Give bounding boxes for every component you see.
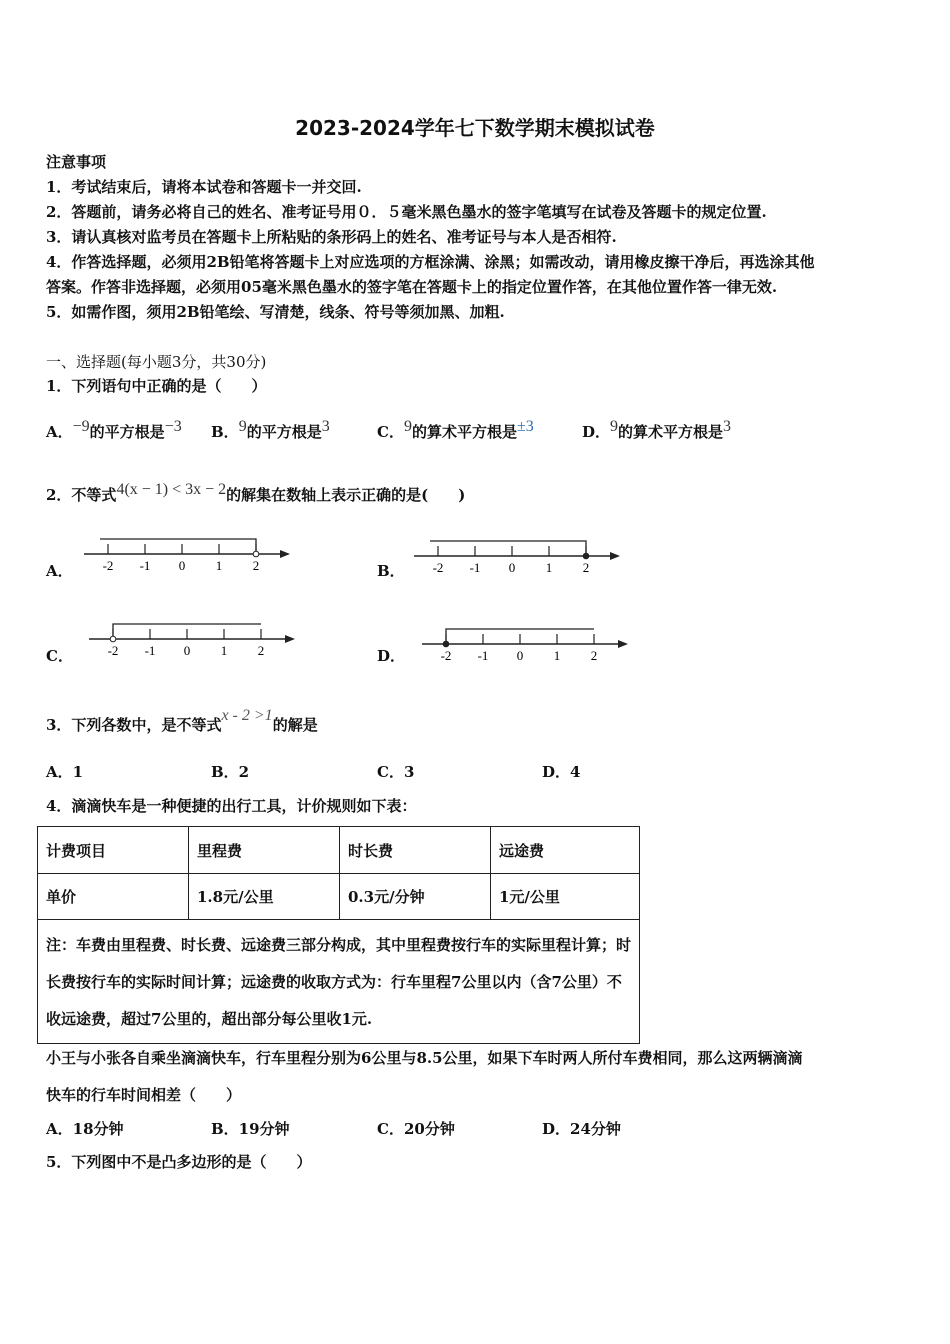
note-item: 1．考试结束后，请将本试卷和答题卡一并交回.	[46, 178, 362, 196]
table-note: 注：车费由里程费、时长费、远途费三部分构成，其中里程费按行车的实际里程计算；时长费按行车的实际时间计算；远途费的收取方式为：行车里程7公里以内（含7公里）不收远途费，超过7公里的，超出部分每公里收1元.	[38, 920, 640, 1044]
tick-label: 2	[257, 643, 265, 658]
tick-label: -1	[477, 648, 489, 663]
tick-label: 1	[545, 560, 553, 575]
q1-option-d: D．9的算术平方根是3	[582, 418, 732, 441]
table-cell: 0.3元/分钟	[340, 874, 491, 920]
q1-option-a: A．−9的平方根是−3	[46, 418, 182, 441]
q4-option-c: C．20分钟	[377, 1120, 455, 1138]
tick-label: -2	[102, 558, 114, 573]
tick-label: -1	[469, 560, 481, 575]
note-item: 5．如需作图，须用2B铅笔绘、写清楚，线条、符号等须加黑、加粗.	[46, 303, 505, 321]
tick-label: 0	[508, 560, 516, 575]
table-cell: 单价	[38, 874, 189, 920]
axis-arrow	[280, 550, 290, 558]
axis-arrow	[618, 640, 628, 648]
q3-option-c: C．3	[377, 763, 415, 781]
tick-label: 1	[220, 643, 228, 658]
tick-label: 1	[553, 648, 561, 663]
tick-label: -2	[440, 648, 452, 663]
page-title: 2023-2024学年七下数学期末模拟试卷	[295, 116, 655, 140]
q5-stem: 5．下列图中不是凸多边形的是（ ）	[46, 1153, 312, 1171]
q2-option-c-label: C．	[46, 647, 73, 665]
q4-stem: 4．滴滴快车是一种便捷的出行工具，计价规则如下表：	[46, 797, 417, 815]
q4-option-b: B．19分钟	[211, 1120, 290, 1138]
solution-bracket	[430, 541, 586, 556]
axis-arrow	[610, 552, 620, 560]
tick-label: -1	[144, 643, 156, 658]
tick-label: 1	[215, 558, 223, 573]
q4-paragraph: 小王与小张各自乘坐滴滴快车，行车里程分别为6公里与8.5公里，如果下车时两人所付车费相同，那么这两辆滴滴	[46, 1049, 803, 1067]
tick-label: -2	[107, 643, 119, 658]
table-header: 里程费	[189, 827, 340, 874]
axis-arrow	[285, 635, 295, 643]
q1-stem: 1．下列语句中正确的是（ ）	[46, 377, 267, 395]
q2-stem: 2．不等式4(x − 1) < 3x − 2的解集在数轴上表示正确的是( )	[46, 481, 466, 504]
q1-option-c: C．9的算术平方根是±3	[377, 418, 534, 441]
notes-heading: 注意事项	[46, 153, 107, 171]
q2-option-a-label: A．	[46, 562, 73, 580]
q2-option-b-label: B．	[377, 562, 405, 580]
tick-label: 0	[183, 643, 191, 658]
open-endpoint	[253, 551, 259, 557]
q3-stem: 3．下列各数中，是不等式x - 2 >1的解是	[46, 707, 318, 734]
tick-label: -1	[139, 558, 151, 573]
number-line-d	[418, 618, 638, 668]
table-header: 远途费	[491, 827, 640, 874]
note-item: 3．请认真核对监考员在答题卡上所粘贴的条形码上的姓名、准考证号与本人是否相符.	[46, 228, 617, 246]
solution-bracket	[100, 539, 256, 554]
closed-endpoint	[443, 641, 449, 647]
number-line-b	[410, 530, 630, 580]
table-cell: 1.8元/公里	[189, 874, 340, 920]
tick-label: 2	[582, 560, 590, 575]
q1-option-b: B．9的平方根是3	[211, 418, 330, 441]
open-endpoint	[110, 636, 116, 642]
table-cell: 1元/公里	[491, 874, 640, 920]
note-item: 答案。作答非选择题，必须用05毫米黑色墨水的签字笔在答题卡上的指定位置作答，在其他位置作答一律无效.	[46, 278, 778, 296]
q4-option-d: D．24分钟	[542, 1120, 621, 1138]
note-item: 2．答题前，请务必将自己的姓名、准考证号用０．５毫米黑色墨水的签字笔填写在试卷及答题卡的规定位置.	[46, 203, 767, 221]
tick-label: 0	[516, 648, 524, 663]
q3-option-a: A．1	[46, 763, 84, 781]
closed-endpoint	[583, 553, 589, 559]
number-line-a	[80, 528, 300, 578]
q4-option-a: A．18分钟	[46, 1120, 124, 1138]
tick-label: 2	[590, 648, 598, 663]
tick-label: 2	[252, 558, 260, 573]
fee-table	[37, 826, 640, 1044]
tick-label: 0	[178, 558, 186, 573]
q2-option-d-label: D．	[377, 647, 406, 665]
q3-option-d: D．4	[542, 763, 581, 781]
number-line-c	[85, 613, 305, 663]
note-item: 4．作答选择题，必须用2B铅笔将答题卡上对应选项的方框涂满、涂黑；如需改动，请用橡皮擦干净后，再选涂其他	[46, 253, 815, 271]
section-heading: 一、选择题(每小题3分，共30分)	[46, 353, 267, 371]
tick-label: -2	[432, 560, 444, 575]
table-header: 时长费	[340, 827, 491, 874]
q3-option-b: B．2	[211, 763, 250, 781]
q4-paragraph: 快车的行车时间相差（ ）	[46, 1086, 242, 1104]
table-header: 计费项目	[38, 827, 189, 874]
